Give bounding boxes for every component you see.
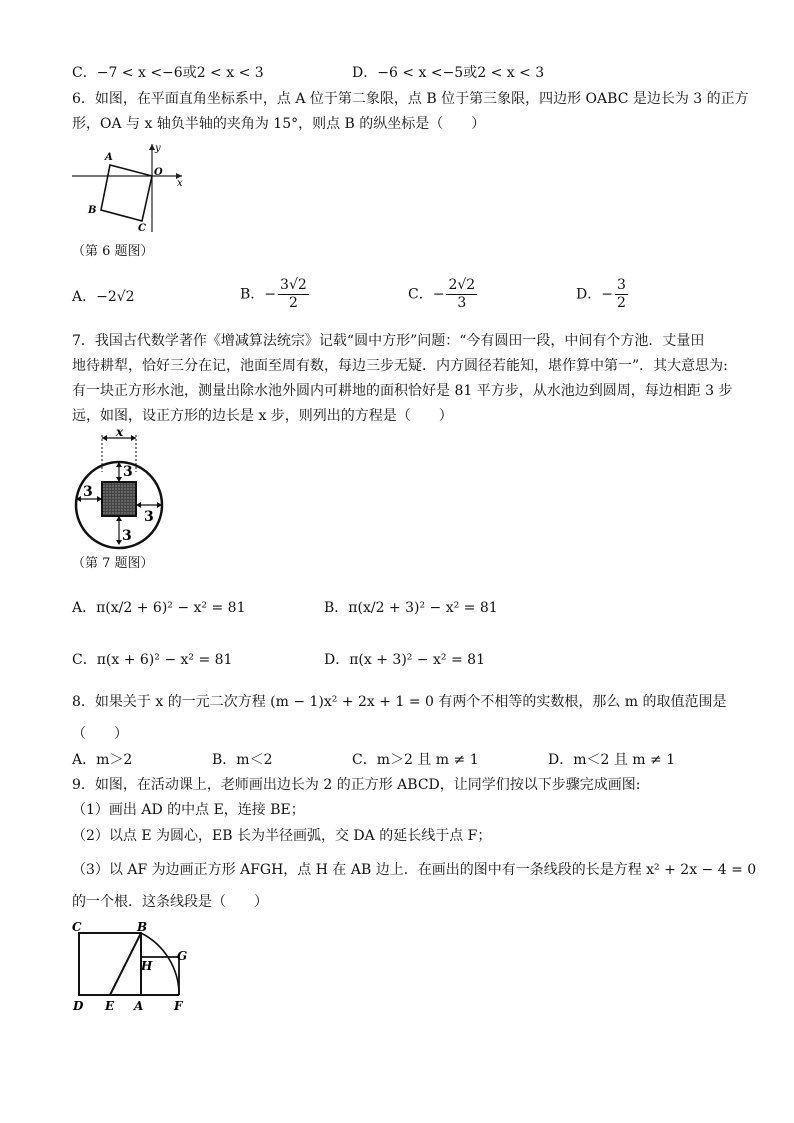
q7-option-d: D．π(x + 3)² − x² = 81 [324,652,485,668]
q6-label-y: y [155,143,161,154]
q6-option-d-numerator: 3 [616,277,626,293]
q6-option-c-label: C．− [408,286,445,303]
q7-label-3-right: 3 [144,509,154,525]
q7-text-line1: 7．我国古代数学著作《增减算法统宗》记载“圆中方形”问题：“今有圆田一段，中间有个方池．丈量田 [72,333,705,349]
q9-label-h: H [141,959,153,973]
q7-label-3-left: 3 [83,484,93,500]
q9-label-b: B [137,920,148,934]
q9-text-line1: 9．如图，在活动课上，老师画出边长为 2 的正方形 ABCD，让同学们按以下步骤完成画图: [72,777,641,793]
q9-label-d: D [73,999,84,1013]
q8-option-a: A．m＞2 [72,752,133,768]
q8-text-line1: 8．如果关于 x 的一元二次方程 (m − 1)x² + 2x + 1 = 0 有两个不相等的实数根，那么 m 的取值范围是 [72,694,727,710]
q9-step2: （2）以点 E 为圆心，EB 长为半径画弧，交 DA 的延长线于点 F； [72,828,492,844]
q7-text-line2: 地待耕犁，恰好三分在记，池面至周有数，每边三步无疑．内方圆径若能知，堪作算中第一”．其大意思为: [72,358,728,374]
q7-caption: （第 7 题图） [72,556,154,571]
q6-option-b-numerator: 3√2 [280,277,307,293]
q6-label-b: B [88,205,97,216]
q6-option-c-denominator: 3 [457,295,467,311]
q6-option-a: A．−2√2 [72,289,135,305]
q9-label-g: G [177,949,188,963]
q6-text-line1: 6．如图，在平面直角坐标系中，点 A 位于第二象限，点 B 位于第三象限，四边形 OABC 是边长为 3 的正方 [72,91,749,107]
q6-text-line2: 形，OA 与 x 轴负半轴的夹角为 15°，则点 B 的纵坐标是（ ） [72,116,486,132]
q8-option-b: B．m＜2 [212,752,273,768]
q6-option-c [408,277,479,312]
q6-option-d-denominator: 2 [616,295,626,311]
q7-label-x: x [116,425,124,439]
q6-option-c-numerator: 2√2 [448,277,476,293]
q8-option-d: D．m＜2 且 m ≠ 1 [548,752,676,768]
q6-label-o: O [154,167,163,178]
q7-option-a: A．π(x/2 + 6)² − x² = 81 [72,600,246,616]
q9-label-f: F [174,999,183,1013]
q7-option-b: B．π(x/2 + 3)² − x² = 81 [324,600,498,616]
q6-option-b-label: B．− [240,286,277,303]
q7-text-line3: 有一块正方形水池，测量出除水池外圆内可耕地的面积恰好是 81 平方步，从水池边到圆周，每边相距 3 步 [72,383,733,399]
q8-text-line2: （ ） [72,726,128,742]
q6-caption: （第 6 题图） [72,244,154,259]
q7-text-line4: 远，如图，设正方形的边长是 x 步，则列出的方程是（ ） [72,408,453,424]
q6-option-d [576,277,630,312]
q7-figure [70,425,170,550]
q6-label-c: C [138,223,146,234]
q6-option-d-label: D．− [576,286,613,303]
q9-label-a: A [134,999,144,1013]
q5-option-c: C．−7 < x <−6或2 < x < 3 [72,65,264,81]
q8-option-c: C．m＞2 且 m ≠ 1 [352,752,479,768]
q6-option-b [240,277,311,312]
q6-label-x: x [177,178,183,189]
q6-option-b-denominator: 2 [288,295,298,311]
q5-option-d: D．−6 < x <−5或2 < x < 3 [352,65,545,81]
q7-label-3-bottom: 3 [122,528,132,544]
q9-step3: （3）以 AF 为边画正方形 AFGH，点 H 在 AB 边上．在画出的图中有一条线段的长是方程 x² + 2x − 4 = 0 [72,862,757,878]
q9-step1: （1）画出 AD 的中点 E，连接 BE； [72,802,305,818]
q9-label-e: E [105,999,115,1013]
q9-figure [70,918,195,1016]
q7-option-c: C．π(x + 6)² − x² = 81 [72,652,233,668]
q9-label-c: C [72,920,82,934]
q9-text-last: 的一个根．这条线段是（ ） [72,894,268,910]
q7-label-3-top: 3 [123,464,133,480]
q6-figure [70,140,190,235]
q6-label-a: A [105,152,113,163]
